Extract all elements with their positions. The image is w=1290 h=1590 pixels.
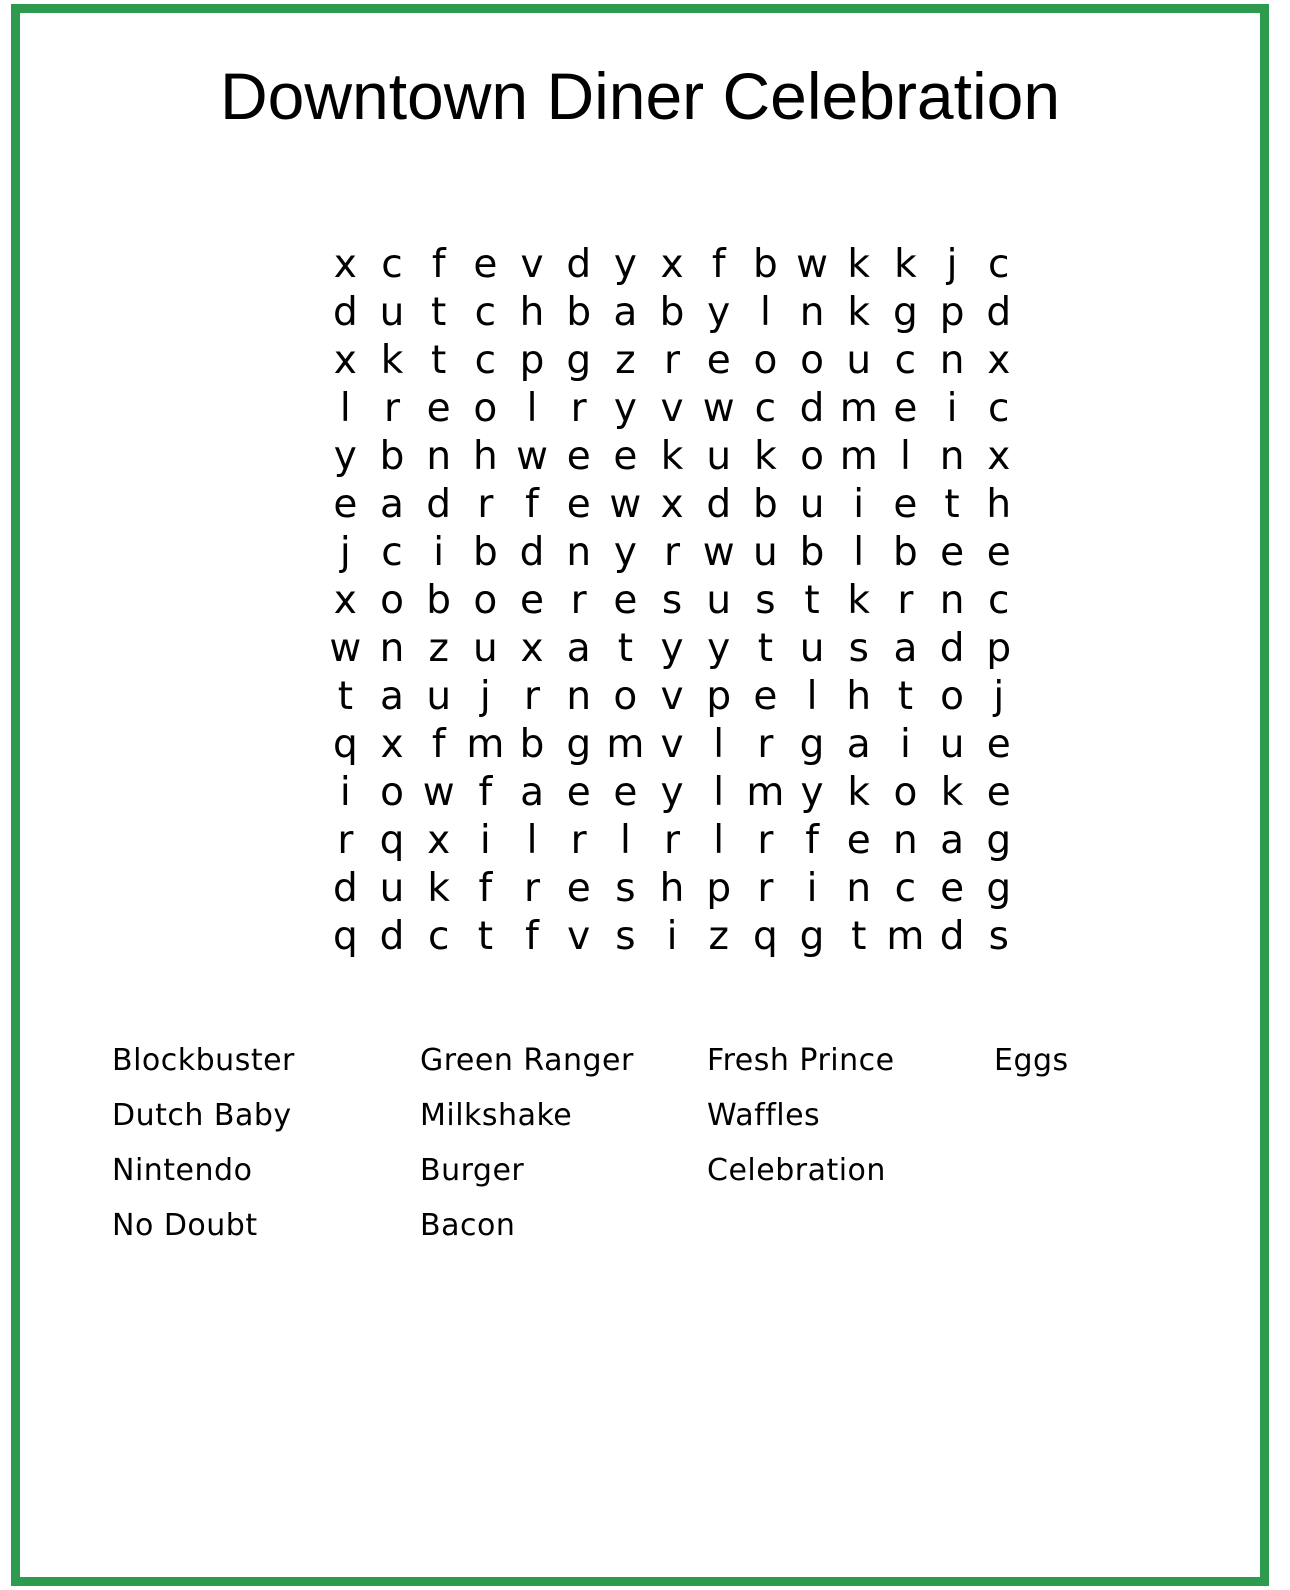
grid-letter: k [894,242,917,287]
grid-letter: d [332,290,358,335]
grid-letter: x [380,722,404,767]
grid-row [322,577,1022,625]
grid-letter: r [664,818,681,863]
grid-letter: f [478,866,493,911]
grid-letter: e [473,242,498,287]
grid-letter: d [706,482,732,527]
grid-letter: i [433,530,445,575]
grid-row [322,817,1022,865]
grid-letter: c [474,338,497,383]
grid-letter: f [431,242,446,287]
grid-letter: l [759,290,771,335]
grid-letter: y [660,770,684,815]
grid-letter: x [660,242,684,287]
grid-row [322,865,1022,913]
grid-letter: p [519,338,545,383]
word-list-item: Green Ranger [420,1043,634,1078]
grid-letter: h [659,866,685,911]
grid-letter: x [333,242,357,287]
grid-letter: g [566,722,592,767]
grid-letter: w [702,530,735,575]
grid-letter: q [332,914,358,959]
grid-letter: t [617,626,634,671]
grid-letter: g [986,866,1012,911]
grid-letter: o [380,770,404,815]
grid-letter: f [431,722,446,767]
grid-letter: e [706,338,731,383]
grid-letter: t [337,674,353,719]
grid-letter: f [478,770,493,815]
grid-letter: o [473,386,498,431]
grid-letter: i [479,818,491,863]
grid-letter: j [479,674,491,719]
grid-letter: c [474,290,497,335]
grid-letter: x [427,818,451,863]
grid-letter: n [426,434,452,479]
grid-letter: l [339,386,351,431]
grid-letter: m [466,722,505,767]
grid-letter: d [939,914,965,959]
grid-letter: e [753,674,778,719]
grid-letter: p [706,866,732,911]
grid-letter: g [893,290,918,335]
grid-letter: o [800,434,824,479]
grid-row [322,769,1022,817]
grid-letter: o [613,674,638,719]
grid-letter: d [332,866,358,911]
grid-letter: c [894,338,917,383]
grid-letter: e [986,722,1011,767]
word-list-item: Burger [420,1153,525,1188]
grid-letter: x [987,434,1011,479]
grid-letter: v [660,674,684,719]
word-list-item: Blockbuster [112,1043,295,1078]
grid-letter: r [524,866,541,911]
grid-letter: r [570,818,587,863]
grid-letter: y [613,242,637,287]
grid-letter: a [846,722,871,767]
grid-letter: n [939,578,965,623]
grid-letter: h [846,674,872,719]
grid-letter: x [660,482,684,527]
word-list-item: Eggs [994,1043,1069,1078]
word-list-item: Fresh Prince [707,1043,895,1078]
grid-letter: k [847,290,871,335]
word-list-item: Nintendo [112,1153,253,1188]
word-list-item: Milkshake [420,1098,573,1133]
grid-letter: c [988,578,1010,623]
grid-letter: r [664,338,681,383]
grid-letter: b [753,242,778,287]
grid-letter: e [613,578,638,623]
grid-letter: g [566,338,592,383]
grid-letter: s [615,866,636,911]
grid-letter: r [664,530,681,575]
grid-letter: l [713,722,725,767]
grid-letter: d [566,242,592,287]
grid-letter: b [659,290,685,335]
grid-letter: l [806,674,818,719]
grid-letter: r [337,818,354,863]
grid-letter: b [893,530,918,575]
grid-letter: c [988,386,1010,431]
grid-letter: y [800,770,824,815]
grid-letter: a [613,290,638,335]
word-list-item: Dutch Baby [112,1098,292,1133]
grid-letter: e [520,578,545,623]
grid-row [322,481,1022,529]
grid-letter: h [519,290,545,335]
grid-letter: v [567,914,591,959]
grid-letter: x [987,338,1011,383]
grid-letter: n [846,866,872,911]
grid-row [322,289,1022,337]
grid-letter: y [333,434,357,479]
grid-letter: u [753,530,778,575]
grid-letter: w [609,482,642,527]
grid-letter: e [940,866,965,911]
grid-letter: e [613,434,638,479]
grid-letter: e [893,386,918,431]
grid-letter: z [708,914,729,959]
grid-letter: l [526,818,538,863]
grid-letter: l [713,818,725,863]
grid-letter: e [333,482,358,527]
grid-letter: n [566,674,592,719]
grid-letter: e [940,530,965,575]
grid-letter: m [746,770,785,815]
grid-letter: e [566,482,591,527]
grid-letter: t [757,626,774,671]
grid-letter: w [702,386,735,431]
grid-letter: c [754,386,777,431]
grid-letter: a [893,626,918,671]
grid-letter: m [839,386,878,431]
grid-letter: v [520,242,544,287]
grid-row [322,721,1022,769]
grid-row [322,337,1022,385]
grid-letter: o [753,338,778,383]
grid-letter: a [520,770,544,815]
grid-letter: o [940,674,964,719]
grid-letter: f [525,914,539,959]
grid-letter: y [613,386,637,431]
grid-letter: d [426,482,452,527]
grid-letter: u [846,338,872,383]
grid-letter: l [526,386,538,431]
word-list-item: Waffles [707,1098,821,1133]
page-title: Downtown Diner Celebration [219,59,1061,133]
grid-letter: u [426,674,452,719]
grid-letter: w [796,242,828,287]
grid-letter: b [799,530,825,575]
grid-letter: d [379,914,405,959]
grid-letter: e [613,770,638,815]
grid-letter: f [525,482,539,527]
grid-letter: b [519,722,545,767]
grid-letter: q [753,914,778,959]
grid-letter: l [713,770,725,815]
grid-letter: c [381,530,403,575]
grid-letter: p [939,290,965,335]
grid-letter: e [566,434,591,479]
grid-letter: j [993,674,1005,719]
grid-letter: t [804,578,820,623]
grid-letter: y [707,626,731,671]
grid-letter: e [566,866,591,911]
grid-letter: r [570,578,587,623]
grid-letter: r [570,386,587,431]
grid-letter: l [619,818,631,863]
grid-letter: v [660,386,684,431]
grid-letter: y [660,626,684,671]
grid-letter: e [893,482,918,527]
grid-letter: x [333,578,357,623]
grid-letter: t [477,914,493,959]
puzzle-page [11,4,1269,1586]
grid-row [322,433,1022,481]
grid-letter: p [986,626,1012,671]
grid-letter: s [988,914,1009,959]
grid-letter: n [893,818,918,863]
grid-letter: c [427,914,450,959]
grid-letter: h [986,482,1012,527]
grid-letter: p [706,674,732,719]
grid-row [322,625,1022,673]
grid-row [322,385,1022,433]
grid-letter: k [847,578,871,623]
grid-letter: i [899,722,911,767]
grid-letter: u [706,434,732,479]
grid-letter: d [939,626,965,671]
grid-letter: f [805,818,819,863]
grid-row [322,241,1022,289]
grid-letter: o [800,338,824,383]
grid-letter: s [755,578,776,623]
grid-letter: k [660,434,684,479]
grid-letter: q [332,722,358,767]
grid-letter: r [383,386,401,431]
grid-letter: i [806,866,818,911]
grid-letter: a [380,482,404,527]
grid-letter: o [893,770,918,815]
grid-letter: n [799,290,825,335]
grid-letter: j [339,530,351,575]
grid-letter: u [379,290,405,335]
grid-letter: n [566,530,592,575]
grid-letter: u [706,578,732,623]
grid-letter: o [380,578,404,623]
grid-letter: n [939,434,965,479]
grid-row [322,673,1022,721]
grid-letter: f [711,242,726,287]
grid-letter: t [431,338,447,383]
grid-letter: d [799,386,825,431]
grid-letter: j [946,242,958,287]
grid-letter: w [516,434,548,479]
grid-letter: l [899,434,911,479]
grid-letter: g [986,818,1012,863]
grid-letter: e [846,818,871,863]
grid-letter: c [381,242,403,287]
grid-letter: a [566,626,591,671]
grid-letter: z [428,626,449,671]
grid-letter: b [566,290,592,335]
grid-letter: k [380,338,404,383]
grid-letter: u [379,866,405,911]
grid-letter: y [613,530,637,575]
grid-row [322,913,1022,961]
grid-letter: i [853,482,865,527]
grid-letter: i [946,386,958,431]
grid-letter: t [944,482,960,527]
grid-letter: k [427,866,450,911]
grid-letter: t [431,290,447,335]
grid-letter: x [333,338,357,383]
grid-letter: b [753,482,778,527]
grid-letter: r [477,482,494,527]
grid-letter: u [799,482,825,527]
grid-letter: e [566,770,591,815]
grid-letter: h [472,434,498,479]
grid-letter: b [472,530,498,575]
grid-letter: r [757,866,774,911]
grid-letter: s [848,626,869,671]
grid-letter: n [379,626,405,671]
grid-letter: m [606,722,645,767]
grid-letter: w [422,770,455,815]
grid-letter: x [520,626,544,671]
grid-letter: c [988,242,1010,287]
grid-letter: t [897,674,914,719]
grid-row [322,529,1022,577]
grid-letter: k [940,770,964,815]
grid-letter: e [986,770,1011,815]
grid-letter: a [380,674,404,719]
grid-letter: u [472,626,498,671]
word-list [112,1043,1212,1283]
grid-letter: n [939,338,965,383]
word-list-item: No Doubt [112,1208,258,1243]
grid-letter: t [851,914,867,959]
grid-letter: k [754,434,777,479]
word-list-item: Celebration [707,1153,886,1188]
grid-letter: l [853,530,865,575]
letter-grid [322,241,1022,961]
grid-letter: e [986,530,1011,575]
grid-letter: d [519,530,545,575]
grid-letter: c [894,866,917,911]
grid-letter: q [379,818,405,863]
grid-letter: r [897,578,914,623]
grid-letter: e [426,386,451,431]
grid-letter: b [426,578,452,623]
grid-letter: a [940,818,965,863]
grid-letter: r [757,722,774,767]
grid-letter: b [379,434,405,479]
grid-letter: g [799,914,825,959]
grid-letter: m [886,914,925,959]
grid-letter: w [329,626,362,671]
grid-letter: k [847,770,871,815]
grid-letter: i [666,914,678,959]
grid-letter: v [660,722,684,767]
grid-letter: r [757,818,774,863]
grid-letter: s [615,914,636,959]
grid-letter: i [339,770,351,815]
grid-letter: y [707,290,731,335]
grid-letter: s [661,578,683,623]
grid-letter: o [473,578,498,623]
grid-letter: r [524,674,541,719]
word-list-item: Bacon [420,1208,516,1243]
grid-letter: u [939,722,965,767]
grid-letter: u [799,626,825,671]
grid-letter: m [839,434,878,479]
grid-letter: k [847,242,871,287]
grid-letter: z [615,338,636,383]
grid-letter: d [986,290,1012,335]
grid-letter: g [799,722,825,767]
